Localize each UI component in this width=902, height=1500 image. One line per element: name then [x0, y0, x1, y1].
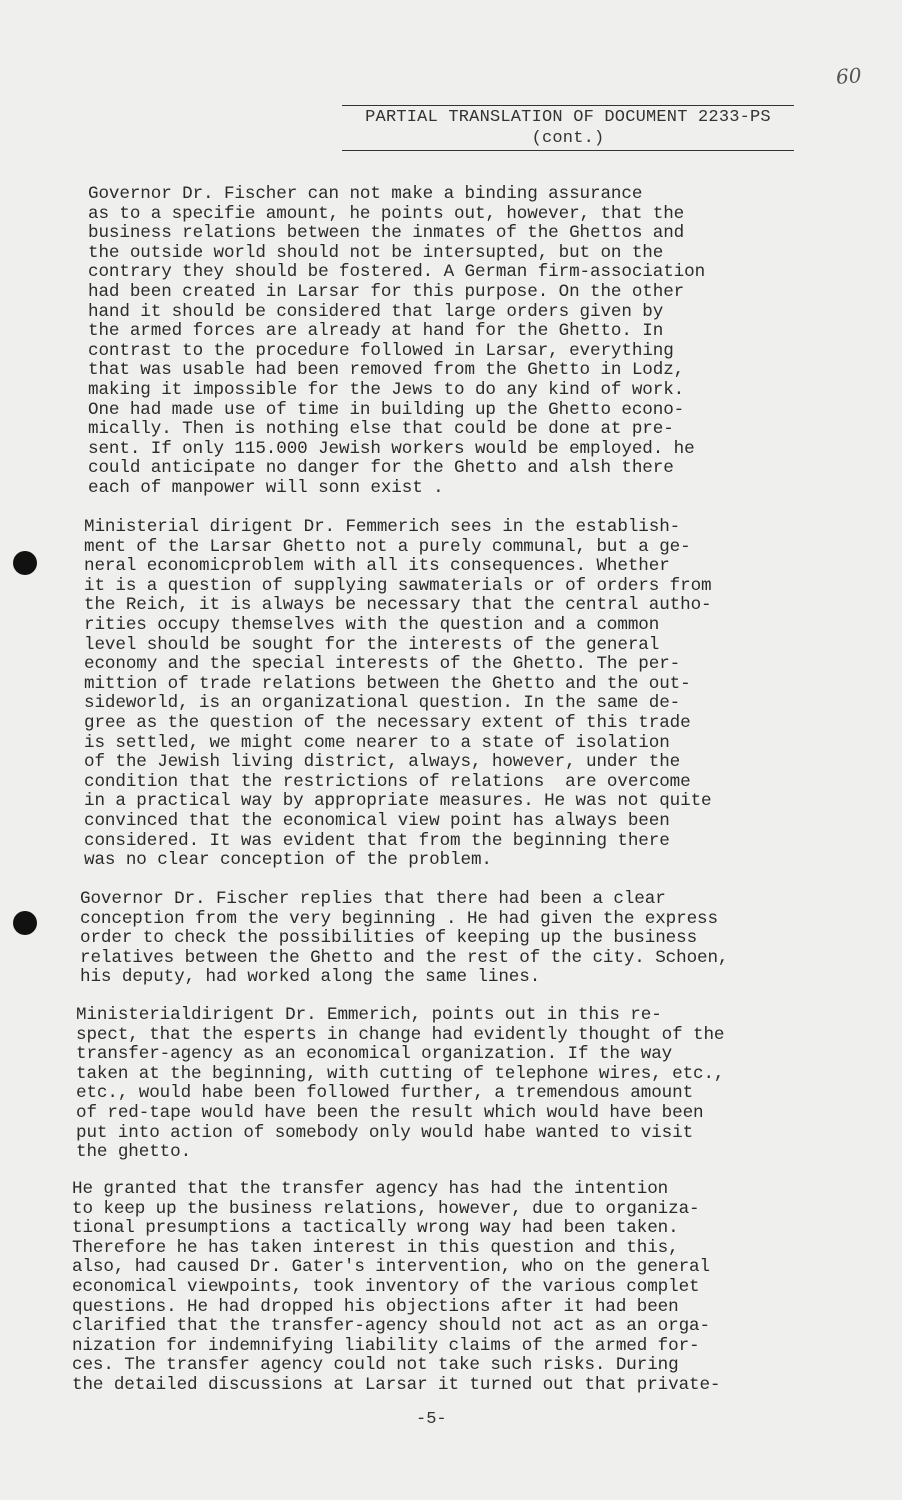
- heading-subtitle: (cont.): [531, 129, 605, 148]
- document-heading: [342, 105, 794, 148]
- heading-title: PARTIAL TRANSLATION OF DOCUMENT 2233-PS: [342, 105, 794, 127]
- paragraph-fischer-reply: Governor Dr. Fischer replies that there had been a clear conception from the very beginning . He had given the express order to check the possibilities of keeping up the business relatives between the Ghetto and the rest of the city. Schoen, his deputy, had worked along the same lines.: [80, 889, 729, 988]
- paragraph-femmerich-economic-problem: Ministerial dirigent Dr. Femmerich sees in the establish- ment of the Larsar Ghetto not a purely communal, but a ge- neral economicproblem with all its consequences. Whether it is a question of supplying sawmaterials or of orders from the Reich, it is always be necessary that the central autho- rities occupy themselves with the question and a common level should be sought for the interests of the general economy and the special interests of the Ghetto. The per- mittion of trade relations between the Ghetto and the out- sideworld, is an organizational question. In the same de- gree as the question of the necessary extent of this trade is settled, we might come nearer to a state of isolation of the Jewish living district, always, however, under the condition that the restrictions of relations are overcome in a practical way by appropriate measures. He was not quite convinced that the economical view point has always been considered. It was evident that from the beginning there was no clear conception of the problem.: [84, 517, 712, 871]
- paragraph-fischer-assurance: Governor Dr. Fischer can not make a binding assurance as to a specifie amount, he points out, however, that the business relations between the inmates of the Ghettos and the outside world should not be intersupted, but on the contrary they should be fostered. A German firm-association had been created in Larsar for this purpose. On the other hand it should be considered that large orders given by the armed forces are already at hand for the Ghetto. In contrast to the procedure followed in Larsar, everything that was usable had been removed from the Ghetto in Lodz, making it impossible for the Jews to do any kind of work. One had made use of time in building up the Ghetto econo- mically. Then is nothing else that could be done at pre- sent. If only 115.000 Jewish workers would be employed. he could anticipate no danger for the Ghetto and alsh there each of manpower will sonn exist .: [88, 184, 706, 498]
- punch-hole: [13, 551, 37, 575]
- paragraph-transfer-agency-intention: He granted that the transfer agency has had the intention to keep up the business relations, however, due to organiza- tional presumptions a tactically wrong way had been taken. Therefore he has taken interest in this question and this, also, had caused Dr. Gater's intervention, who on the general economical viewpoints, took inventory of the various complet questions. He had dropped his objections after it had been clarified that the transfer-agency should not act as an orga- nization for indemnifying liability claims of the armed for- ces. The transfer agency could not take such risks. During the detailed discussions at Larsar it turned out that private-: [72, 1179, 721, 1395]
- paragraph-emmerich-transfer-agency: Ministerialdirigent Dr. Emmerich, points out in this re- spect, that the esperts in change had evidently thought of the transfer-agency as an economical organization. If the way taken at the beginning, with cutting of telephone wires, etc., etc., would habe been followed further, a tremendous amount of red-tape would have been the result which would have been put into action of somebody only would habe wanted to visit the ghetto.: [76, 1005, 725, 1163]
- punch-hole: [13, 911, 37, 935]
- handwritten-page-number: 60: [835, 63, 863, 89]
- page-number: -5-: [416, 1410, 447, 1429]
- heading-underline: [342, 150, 794, 151]
